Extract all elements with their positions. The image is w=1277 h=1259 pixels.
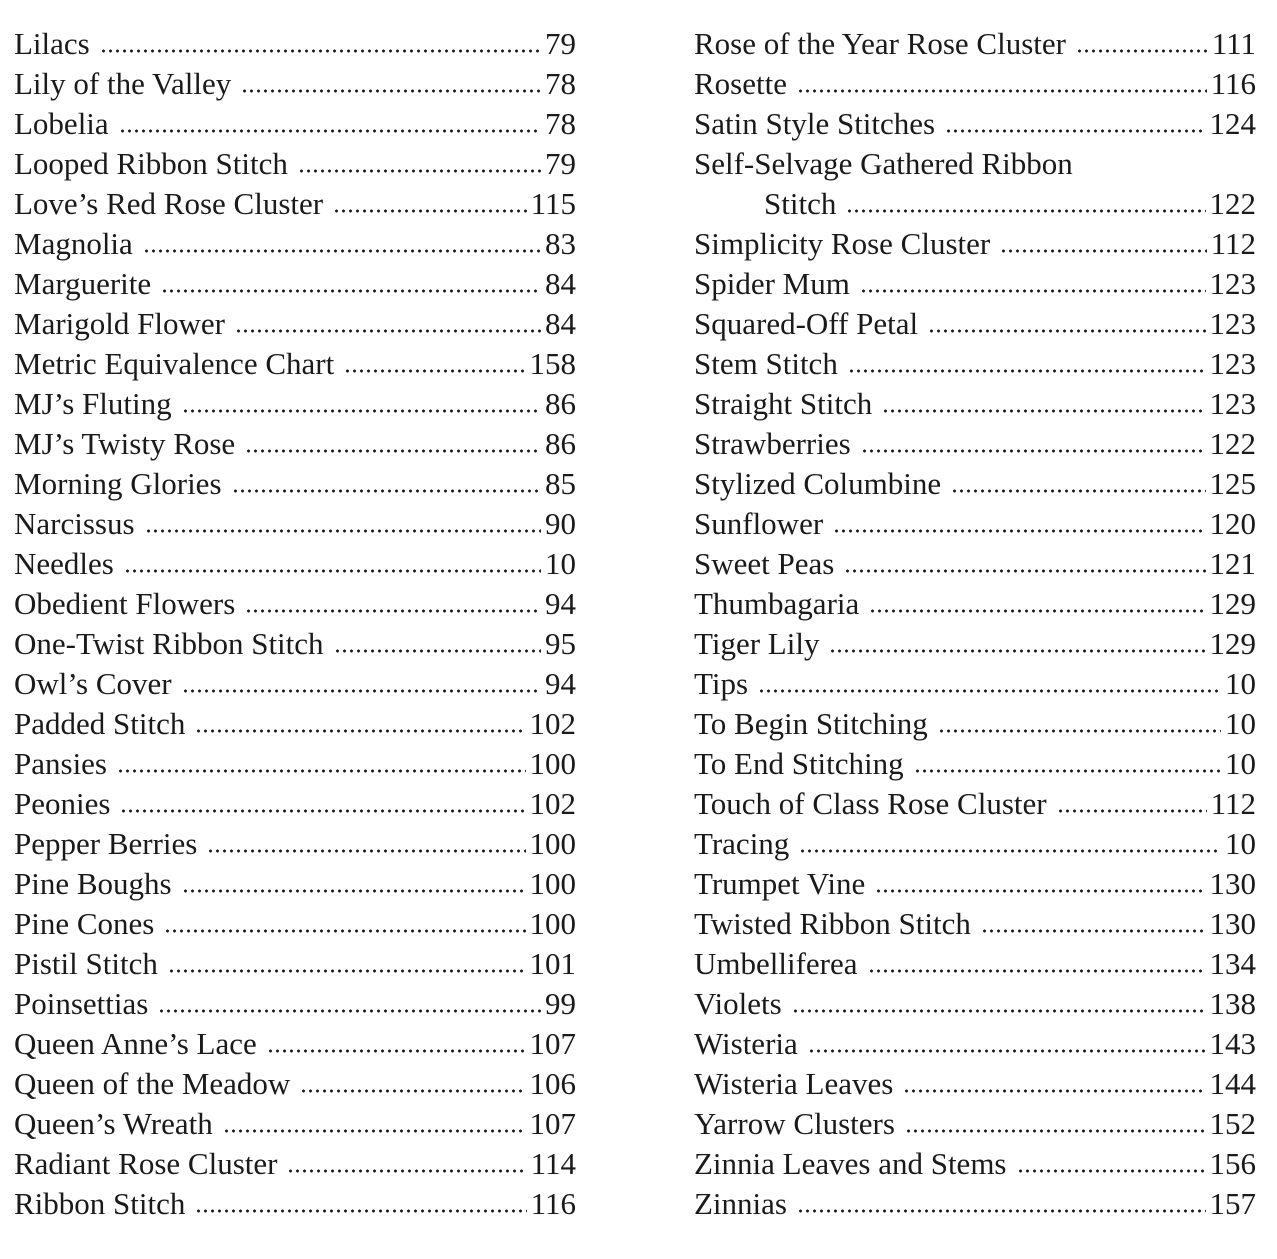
index-entry [14, 264, 576, 304]
dot-leader [797, 88, 1207, 94]
index-entry-heading [694, 144, 1256, 184]
entry-page: 123 [1209, 346, 1256, 381]
dot-leader [245, 448, 541, 454]
dot-leader [117, 768, 526, 774]
entry-name: Stem Stitch [694, 346, 838, 381]
index-entry [14, 1144, 576, 1184]
index-entry [694, 1064, 1256, 1104]
entry-name: Metric Equivalence Chart [14, 346, 335, 381]
entry-page: 102 [529, 706, 576, 741]
dot-leader [860, 288, 1206, 294]
entry-page: 134 [1209, 946, 1256, 981]
dot-leader [120, 808, 525, 814]
index-entry [694, 224, 1256, 264]
entry-name: Simplicity Rose Cluster [694, 226, 991, 261]
entry-page: 10 [1225, 706, 1256, 741]
entry-page: 100 [529, 746, 576, 781]
entry-name: Tips [694, 666, 749, 701]
entry-page: 10 [1225, 746, 1256, 781]
index-entry [694, 1024, 1256, 1064]
entry-page: 86 [545, 386, 576, 421]
entry-name: Pansies [14, 746, 107, 781]
index-entry [694, 304, 1256, 344]
index-entry [694, 744, 1256, 784]
entry-page: 130 [1209, 906, 1256, 941]
index-entry [14, 864, 576, 904]
index-entry [14, 904, 576, 944]
entry-page: 124 [1209, 106, 1256, 141]
entry-name: Spider Mum [694, 266, 850, 301]
entry-name: Umbelliferea [694, 946, 858, 981]
entry-page: 123 [1209, 266, 1256, 301]
entry-page: 100 [529, 906, 576, 941]
dot-leader [168, 968, 526, 974]
index-entry [14, 304, 576, 344]
index-entry [14, 224, 576, 264]
index-entry [694, 984, 1256, 1024]
dot-leader [808, 1048, 1206, 1054]
entry-name: Zinnias [694, 1186, 787, 1221]
index-entry [14, 144, 576, 184]
entry-page: 99 [545, 986, 576, 1021]
entry-name: To End Stitching [694, 746, 904, 781]
index-entry [14, 664, 576, 704]
dot-leader [861, 448, 1206, 454]
entry-page: 79 [545, 26, 576, 61]
entry-name: Obedient Flowers [14, 586, 236, 621]
index-entry [14, 704, 576, 744]
entry-page: 158 [529, 346, 576, 381]
entry-name: Sunflower [694, 506, 824, 541]
entry-name: Trumpet Vine [694, 866, 866, 901]
dot-leader [938, 728, 1221, 734]
entry-name: Peonies [14, 786, 111, 821]
dot-leader [287, 1168, 526, 1174]
entry-page: 107 [529, 1106, 576, 1141]
dot-leader [848, 368, 1206, 374]
dot-leader [232, 488, 541, 494]
entry-name: Morning Glories [14, 466, 222, 501]
index-entry [14, 1184, 576, 1224]
entry-name: Sweet Peas [694, 546, 835, 581]
entry-page: 10 [545, 546, 576, 581]
dot-leader [914, 768, 1221, 774]
index-entry [694, 904, 1256, 944]
entry-page: 85 [545, 466, 576, 501]
dot-leader [758, 688, 1221, 694]
entry-name: Stylized Columbine [694, 466, 942, 501]
dot-leader [829, 648, 1205, 654]
entry-page: 129 [1209, 586, 1256, 621]
index-entry [14, 1024, 576, 1064]
index-entry [14, 384, 576, 424]
dot-leader [334, 648, 541, 654]
entry-page: 138 [1209, 986, 1256, 1021]
index-entry [14, 184, 576, 224]
entry-page: 95 [545, 626, 576, 661]
entry-name: Queen’s Wreath [14, 1106, 213, 1141]
dot-leader [161, 288, 541, 294]
entry-name: Love’s Red Rose Cluster [14, 186, 324, 221]
entry-page: 130 [1209, 866, 1256, 901]
entry-name: Rosette [694, 66, 787, 101]
index-entry [14, 624, 576, 664]
entry-name: Magnolia [14, 226, 133, 261]
entry-page: 10 [1225, 666, 1256, 701]
index-entry [14, 984, 576, 1024]
index-entry [14, 1104, 576, 1144]
entry-name: Pine Boughs [14, 866, 172, 901]
entry-page: 112 [1210, 786, 1256, 821]
entry-name: Padded Stitch [14, 706, 186, 741]
entry-name: Pepper Berries [14, 826, 198, 861]
index-entry [694, 704, 1256, 744]
dot-leader [195, 1208, 526, 1214]
entry-page: 107 [529, 1026, 576, 1061]
entry-name: Marguerite [14, 266, 152, 301]
index-entry [694, 544, 1256, 584]
index-entry [694, 1184, 1256, 1224]
index-entry [14, 1064, 576, 1104]
index-entry [14, 464, 576, 504]
entry-page: 100 [529, 866, 576, 901]
index-entry [694, 504, 1256, 544]
entry-page: 152 [1209, 1106, 1256, 1141]
dot-leader [903, 1088, 1205, 1094]
entry-page: 101 [529, 946, 576, 981]
dot-leader [267, 1048, 526, 1054]
index-entry [694, 784, 1256, 824]
dot-leader [344, 368, 525, 374]
dot-leader [1000, 248, 1206, 254]
index-entry [694, 184, 1256, 224]
dot-leader [235, 328, 541, 334]
index-entry [14, 584, 576, 624]
entry-page: 84 [545, 306, 576, 341]
entry-name: Self-Selvage Gathered Ribbon [694, 146, 1073, 181]
dot-leader [164, 928, 525, 934]
entry-name: Twisted Ribbon Stitch [694, 906, 971, 941]
index-entry [14, 104, 576, 144]
index-entry [694, 1144, 1256, 1184]
dot-leader [245, 608, 541, 614]
entry-page: 123 [1209, 306, 1256, 341]
entry-page: 144 [1209, 1066, 1256, 1101]
dot-leader [797, 1208, 1206, 1214]
entry-page: 121 [1209, 546, 1256, 581]
entry-name: Marigold Flower [14, 306, 225, 341]
index-entry [694, 384, 1256, 424]
entry-page: 143 [1209, 1026, 1256, 1061]
entry-name: Queen of the Meadow [14, 1066, 291, 1101]
index-entry [14, 24, 576, 64]
entry-name: Straight Stitch [694, 386, 873, 421]
entry-page: 78 [545, 66, 576, 101]
dot-leader [833, 528, 1205, 534]
dot-leader [945, 128, 1205, 134]
entry-name: Pistil Stitch [14, 946, 158, 981]
index-entry [694, 424, 1256, 464]
entry-name: Stitch [764, 186, 837, 221]
dot-leader [182, 688, 541, 694]
entry-page: 94 [545, 666, 576, 701]
entry-name: Narcissus [14, 506, 135, 541]
index-entry [14, 544, 576, 584]
entry-name: Strawberries [694, 426, 851, 461]
entry-page: 90 [545, 506, 576, 541]
index-entry [694, 584, 1256, 624]
index-entry [694, 64, 1256, 104]
index-entry [14, 784, 576, 824]
entry-name: Squared-Off Petal [694, 306, 919, 341]
dot-leader [868, 968, 1206, 974]
entry-name: MJ’s Twisty Rose [14, 426, 236, 461]
dot-leader [905, 1128, 1206, 1134]
entry-page: 115 [530, 186, 576, 221]
dot-leader [145, 528, 541, 534]
dot-leader [846, 208, 1205, 214]
index-entry [694, 864, 1256, 904]
dot-leader [298, 168, 541, 174]
entry-name: Violets [694, 986, 782, 1021]
entry-name: Pine Cones [14, 906, 155, 941]
index-entry [694, 944, 1256, 984]
entry-page: 94 [545, 586, 576, 621]
entry-page: 123 [1209, 386, 1256, 421]
index-entry [694, 1104, 1256, 1144]
dot-leader [792, 1008, 1206, 1014]
dot-leader [300, 1088, 525, 1094]
entry-page: 111 [1211, 26, 1256, 61]
dot-leader [195, 728, 525, 734]
entry-page: 157 [1209, 1186, 1256, 1221]
index-entry [694, 624, 1256, 664]
entry-page: 122 [1209, 426, 1256, 461]
dot-leader [799, 848, 1221, 854]
entry-page: 116 [530, 1186, 576, 1221]
entry-page: 129 [1209, 626, 1256, 661]
dot-leader [158, 1008, 541, 1014]
entry-name: Owl’s Cover [14, 666, 172, 701]
index-entry [14, 824, 576, 864]
entry-page: 79 [545, 146, 576, 181]
entry-name: One-Twist Ribbon Stitch [14, 626, 324, 661]
dot-leader [1057, 808, 1207, 814]
dot-leader [844, 568, 1205, 574]
index-entry [694, 24, 1256, 64]
entry-name: Needles [14, 546, 114, 581]
entry-page: 114 [530, 1146, 576, 1181]
index-entry [694, 664, 1256, 704]
entry-page: 10 [1225, 826, 1256, 861]
entry-page: 112 [1210, 226, 1256, 261]
dot-leader [333, 208, 527, 214]
entry-name: Lily of the Valley [14, 66, 232, 101]
index-entry [14, 424, 576, 464]
index-entry [14, 344, 576, 384]
entry-name: Zinnia Leaves and Stems [694, 1146, 1007, 1181]
index-entry [14, 744, 576, 784]
entry-name: Radiant Rose Cluster [14, 1146, 278, 1181]
index-entry [14, 64, 576, 104]
index-entry [694, 104, 1256, 144]
dot-leader [100, 48, 541, 54]
entry-name: Ribbon Stitch [14, 1186, 186, 1221]
dot-leader [124, 568, 541, 574]
entry-page: 116 [1210, 66, 1256, 101]
entry-name: Tracing [694, 826, 790, 861]
index-entry [14, 504, 576, 544]
entry-name: Wisteria Leaves [694, 1066, 894, 1101]
dot-leader [182, 408, 541, 414]
dot-leader [981, 928, 1206, 934]
entry-name: Thumbagaria [694, 586, 860, 621]
entry-name: Wisteria [694, 1026, 798, 1061]
dot-leader [875, 888, 1205, 894]
entry-page: 84 [545, 266, 576, 301]
dot-leader [882, 408, 1205, 414]
dot-leader [143, 248, 541, 254]
index-entry [694, 264, 1256, 304]
entry-name: Queen Anne’s Lace [14, 1026, 257, 1061]
dot-leader [119, 128, 541, 134]
dot-leader [951, 488, 1205, 494]
entry-page: 106 [529, 1066, 576, 1101]
dot-leader [1017, 1168, 1206, 1174]
entry-name: Tiger Lily [694, 626, 820, 661]
entry-name: MJ’s Fluting [14, 386, 172, 421]
index-column-right [694, 24, 1256, 1224]
dot-leader [223, 1128, 526, 1134]
entry-name: Rose of the Year Rose Cluster [694, 26, 1066, 61]
entry-name: Satin Style Stitches [694, 106, 936, 141]
index-column-left [14, 24, 576, 1224]
entry-page: 78 [545, 106, 576, 141]
dot-leader [928, 328, 1205, 334]
entry-page: 102 [529, 786, 576, 821]
entry-name: Looped Ribbon Stitch [14, 146, 288, 181]
entry-page: 156 [1209, 1146, 1256, 1181]
index-entry [14, 944, 576, 984]
entry-page: 120 [1209, 506, 1256, 541]
entry-name: Poinsettias [14, 986, 149, 1021]
dot-leader [207, 848, 525, 854]
dot-leader [1076, 48, 1208, 54]
entry-page: 83 [545, 226, 576, 261]
index-entry [694, 824, 1256, 864]
entry-name: To Begin Stitching [694, 706, 928, 741]
entry-name: Lilacs [14, 26, 90, 61]
dot-leader [869, 608, 1205, 614]
index-entry [694, 464, 1256, 504]
entry-name: Lobelia [14, 106, 109, 141]
entry-name: Touch of Class Rose Cluster [694, 786, 1047, 821]
entry-page: 125 [1209, 466, 1256, 501]
index-entry [694, 344, 1256, 384]
dot-leader [182, 888, 526, 894]
entry-page: 100 [529, 826, 576, 861]
entry-page: 86 [545, 426, 576, 461]
entry-page: 122 [1209, 186, 1256, 221]
entry-name: Yarrow Clusters [694, 1106, 895, 1141]
dot-leader [241, 88, 541, 94]
